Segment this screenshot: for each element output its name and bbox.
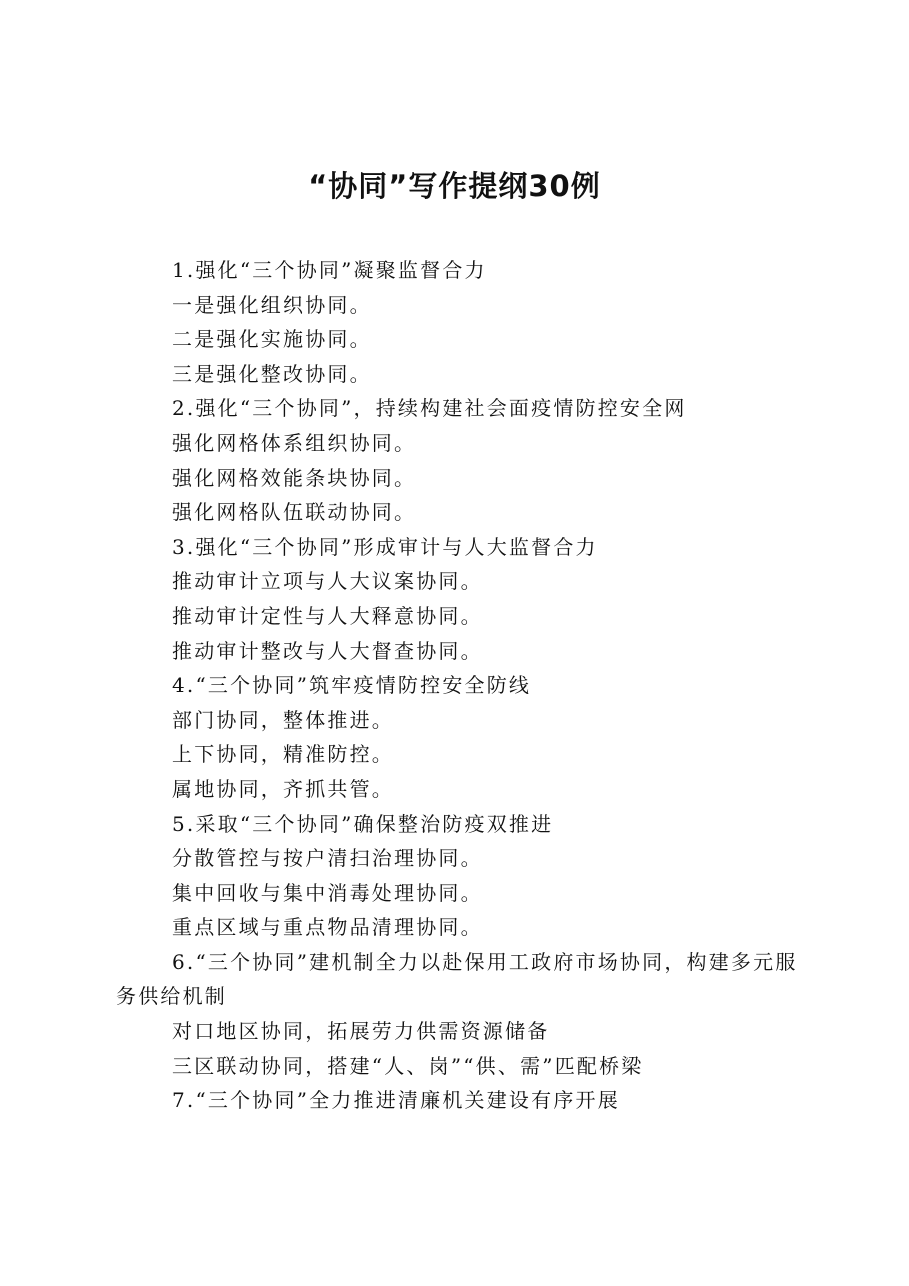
section-heading-2: 2.强化“三个协同”，持续构建社会面疫情防控安全网 <box>172 396 687 421</box>
list-item: 强化网格队伍联动协同。 <box>172 500 417 525</box>
list-item: 对口地区协同，拓展劳力供需资源储备 <box>172 1019 550 1044</box>
document-body <box>116 253 802 1118</box>
list-item: 推动审计立项与人大议案协同。 <box>172 569 483 594</box>
list-item: 部门协同，整体推进。 <box>172 707 394 732</box>
section-heading-3: 3.强化“三个协同”形成审计与人大监督合力 <box>172 534 598 559</box>
section-heading-6: 6.“三个协同”建机制全力以赴保用工政府市场协同，构建多元服务供给机制 <box>116 949 798 1009</box>
list-item: 一是强化组织协同。 <box>172 292 372 317</box>
list-item: 三区联动协同，搭建“人、岗”“供、需”匹配桥梁 <box>172 1053 644 1078</box>
section-heading-1: 1.强化“三个协同”凝聚监督合力 <box>172 258 487 282</box>
list-item: 重点区域与重点物品清理协同。 <box>172 915 483 940</box>
list-item: 推动审计定性与人大释意协同。 <box>172 603 483 628</box>
section-heading-7: 7.“三个协同”全力推进清廉机关建设有序开展 <box>172 1088 620 1113</box>
section-heading-5: 5.采取“三个协同”确保整治防疫双推进 <box>172 811 554 836</box>
document-title: “协同”写作提纲30例 <box>308 169 601 203</box>
section-heading-4: 4.“三个协同”筑牢疫情防控安全防线 <box>172 673 532 698</box>
list-item: 分散管控与按户清扫治理协同。 <box>172 846 483 871</box>
list-item: 属地协同，齐抓共管。 <box>172 776 394 801</box>
list-item: 上下协同，精准防控。 <box>172 742 394 767</box>
list-item: 推动审计整改与人大督查协同。 <box>172 638 483 663</box>
list-item: 强化网格效能条块协同。 <box>172 465 417 490</box>
list-item: 集中回收与集中消毒处理协同。 <box>172 880 483 905</box>
list-item: 二是强化实施协同。 <box>172 327 372 352</box>
list-item: 强化网格体系组织协同。 <box>172 430 417 455</box>
list-item: 三是强化整改协同。 <box>172 361 372 386</box>
